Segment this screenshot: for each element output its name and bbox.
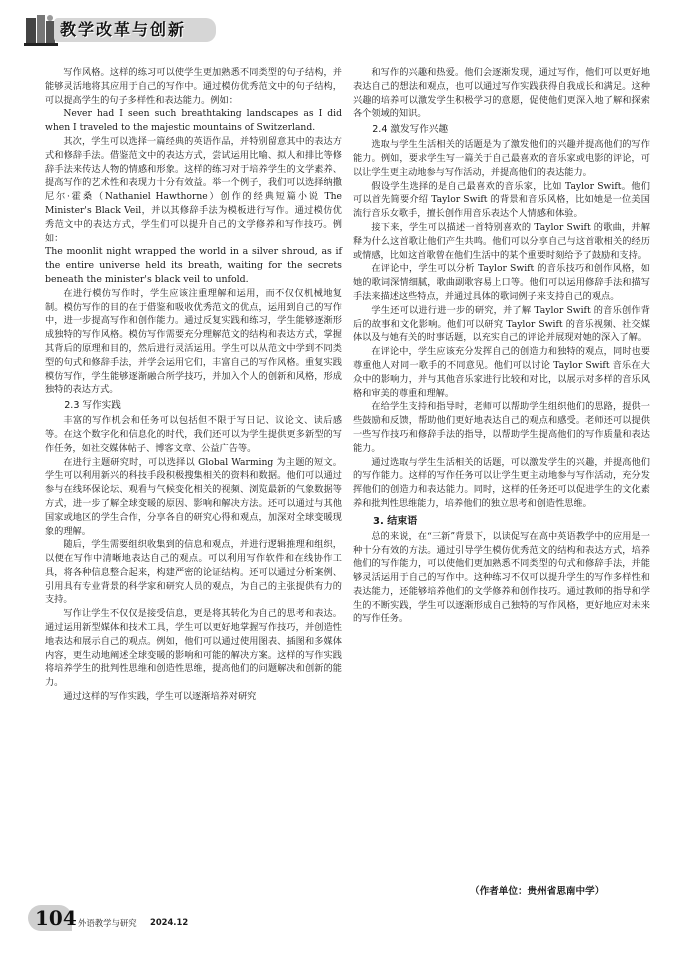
issue-number: 2024.12 xyxy=(150,917,189,927)
example-sentence: The moonlit night wrapped the world in a silver shroud, as if the entire universe held its breath, waiting for the secrets beneath the minister's black veil to unfold. xyxy=(45,246,342,285)
paragraph: 在进行模仿写作时，学生应该注重理解和运用，而不仅仅机械地复制。模仿写作的目的在于借鉴和吸收优秀范文的优点，运用到自己的写作中，进一步提高写作和创作能力。通过反复实践和练习，学生能够逐渐形成独特的写作风格。模仿写作需要充分理解范文的结构和表达方式，掌握其背后的原理和目的，然后进行灵活运用。学生可以从范文中学到不同类型的句式和修辞手法，并学会运用它们，丰富自己的写作风格。重复实践模仿写作，学生能够逐渐融合所学技巧，并加入个人的创新和风格，形成独特的表达方式。 xyxy=(45,287,342,396)
paragraph: 总的来说，在“三新”背景下，以读促写在高中英语教学中的应用是一种十分有效的方法。通过引导学生模仿优秀范文的结构和表达方式，培养他们的写作能力，可以使他们更加熟悉不同类型的句式和修辞手法，并能够灵活运用于自己的写作中。这种练习不仅可以提升学生的写作多样性和表达能力，还能够培养他们的文学修养和创作技巧。通过教师的指导和学生的不断实践，学生可以逐渐形成自己独特的写作风格，更好地应对未来的写作任务。 xyxy=(353,530,650,625)
conclusion-heading: 3. 结束语 xyxy=(373,515,418,527)
page-footer xyxy=(28,905,228,935)
author-affiliation: （作者单位：贵州省思南中学） xyxy=(470,886,605,897)
paragraph: 在评论中，学生应该充分发挥自己的创造力和独特的观点，同时也要尊重他人对同一歌手的不同意见。他们可以讨论 Taylor Swift 音乐在大众中的影响力，并与其他音乐家进行比较和对比，以展示对多样的音乐风格和审美的尊重和理解。 xyxy=(353,346,650,399)
paragraph: 选取与学生生活相关的话题是为了激发他们的兴趣并提高他们的写作能力。例如，要求学生写一篇关于自己最喜欢的音乐家或电影的评论，可以让学生更主动地参与写作活动，并提高他们的表达能力。 xyxy=(353,139,650,178)
left-column xyxy=(45,66,342,704)
section-title: 教学改革与创新 xyxy=(60,20,187,39)
page-number-badge xyxy=(28,905,77,931)
example-sentence: Never had I seen such breathtaking landscapes as I did when I traveled to the majestic mountains of Switzerland. xyxy=(45,108,342,134)
paragraph: 丰富的写作机会和任务可以包括但不限于写日记、议论文、读后感等。在这个数字化和信息化的时代，我们还可以为学生提供更多新型的写作任务，如社交媒体帖子、博客文章、公益广告等。 xyxy=(45,415,342,454)
section-heading: 2.4 激发写作兴趣 xyxy=(372,124,449,136)
paragraph: 写作风格。这样的练习可以使学生更加熟悉不同类型的句子结构，并能够灵活地将其应用于自己的写作中。通过模仿优秀范文中的句子结构，可以提高学生的句子多样性和表达能力。例如： xyxy=(45,67,342,106)
journal-name: 外语教学与研究 xyxy=(78,918,137,928)
paragraph: 写作让学生不仅仅是接受信息，更是将其转化为自己的思考和表达。通过运用新型媒体和技术工具，学生可以更好地掌握写作技巧，并创造性地表达和展示自己的观点。例如，他们可以通过使用图表、插图和多媒体内容，更生动地阐述全球变暖的影响和可能的解决方案。这样的写作实践将培养学生的批判性思维和创造性思维，提高他们的问题解决和创新的能力。 xyxy=(45,608,342,689)
paragraph: 和写作的兴趣和热爱。他们会逐渐发现，通过写作，他们可以更好地表达自己的想法和观点，也可以通过写作实践获得自我成长和满足。这种兴趣的培养可以激发学生积极学习的意愿，促使他们更深入地了解和探索各个领域的知识。 xyxy=(353,67,650,120)
paragraph: 在评论中，学生可以分析 Taylor Swift 的音乐技巧和创作风格，如她的歌词深情细腻，歌曲副歌容易上口等。他们可以运用修辞手法和描写手法来描述这些特点，并通过具体的歌词例子来支持自己的观点。 xyxy=(353,263,650,302)
paragraph: 假设学生选择的是自己最喜欢的音乐家，比如 Taylor Swift。他们可以首先简要介绍 Taylor Swift 的背景和音乐风格，比如她是一位美国流行音乐女歌手，擅长创作用音乐表达个人情感和体验。 xyxy=(353,180,650,220)
paragraph: 通过这样的写作实践，学生可以逐渐培养对研究 xyxy=(63,691,257,703)
section-banner xyxy=(20,10,220,50)
paragraph: 在进行主题研究时，可以选择以 Global Warming 为主题的短文。学生可以利用新兴的科技手段积极搜集相关的资料和数据。他们可以通过参与在线环保论坛、观看与气候变化相关的视频、浏览最新的气象数据等方式，进一步了解全球变暖的原因、影响和解决方法。还可以通过与其他国家或地区的学生合作，分享各自的研究心得和观点，加深对全球变暖现象的理解。 xyxy=(45,456,342,537)
paragraph: 学生还可以进行进一步的研究，并了解 Taylor Swift 的音乐创作背后的故事和文化影响。他们可以研究 Taylor Swift 的音乐视频、社交媒体以及与她有关的时事话题，以充实自己的评论并展现对她的深入了解。 xyxy=(353,304,650,344)
paragraph: 在给学生支持和指导时，老师可以帮助学生组织他们的思路，提供一些鼓励和反馈，帮助他们更好地表达自己的观点和感受。老师还可以提供一些写作技巧和修辞手法的指导，以帮助学生提高他们的写作质量和表达能力。 xyxy=(353,401,650,454)
paragraph: 其次，学生可以选择一篇经典的英语作品，并特别留意其中的表达方式和修辞手法。借鉴范文中的表达方式，尝试运用比喻、拟人和排比等修辞手法来传达人物的情感和形象。这样的练习对于培养学生的文学素养、提高写作的艺术性和表现力十分有效益。举一个例子，我们可以选择纳撒尼尔·霍桑（Nathaniel Hawthorne）创作的经典短篇小说 The Minister's Black Veil，并以其修辞手法为模板进行写作。通过模仿优秀范文中的表达方式，学生们可以提升自己的文学修养和写作技巧。例如： xyxy=(45,135,342,244)
section-heading: 2.3 写作实践 xyxy=(64,400,121,412)
paragraph: 通过选取与学生生活相关的话题，可以激发学生的兴趣，并提高他们的写作能力。这样的写作任务可以让学生更主动地参与写作活动，充分发挥他们的创造力和表达能力。同时，这样的任务还可以促进学生的文化素养和批判性思维能力，培养他们的独立思考和创造性思维。 xyxy=(353,456,650,509)
page-number: 104 xyxy=(35,906,77,930)
right-column xyxy=(353,66,650,626)
paragraph: 随后，学生需要组织收集到的信息和观点，并进行逻辑推理和组织，以便在写作中清晰地表达自己的观点。可以利用写作软件和在线协作工具，将各种信息整合起来，构建严密的论证结构。还可以通过分析案例、引用具有专业背景的科学家和研究人员的观点，为自己的主张提供有力的支持。 xyxy=(45,539,342,606)
paragraph: 接下来，学生可以描述一首特别喜欢的 Taylor Swift 的歌曲，并解释为什么这首歌让他们产生共鸣。他们可以分享自己与这首歌相关的经历或情感，比如这首歌曾在他们生活中的某个重要时刻给予了鼓励和支持。 xyxy=(353,221,650,261)
